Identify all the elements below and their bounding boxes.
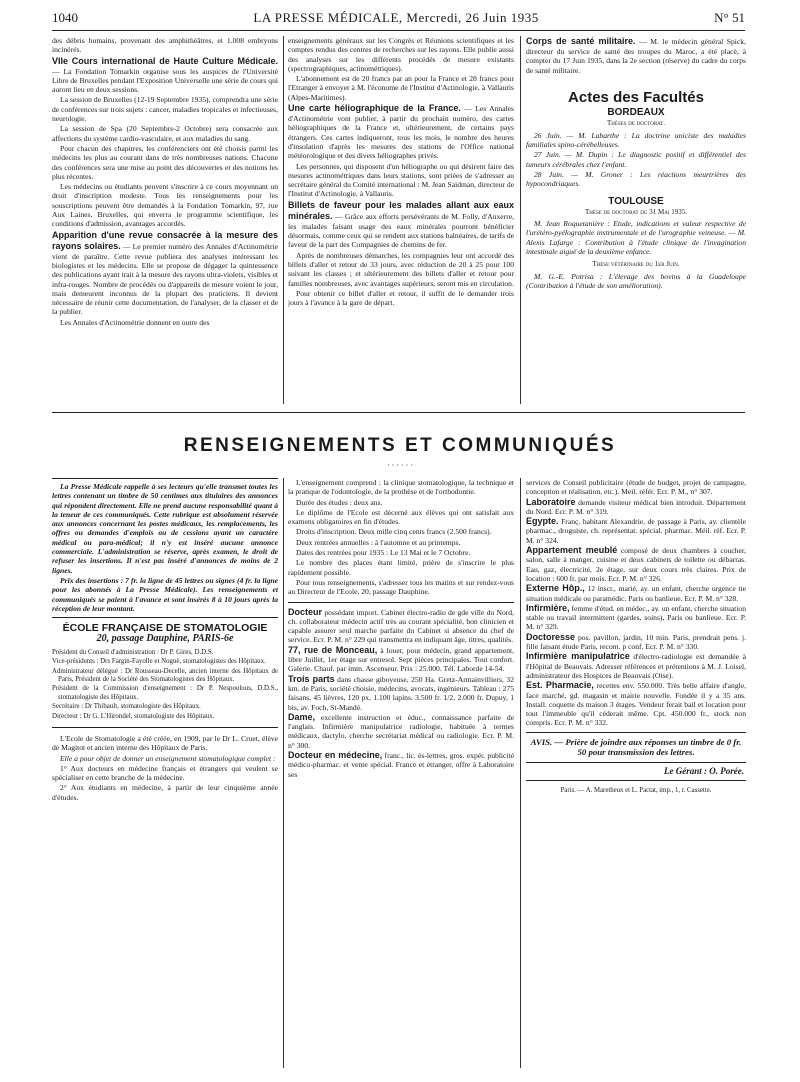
ad-heading: Infirmière manipulatrice [526, 651, 630, 662]
column-1-bottom [52, 478, 278, 1068]
classified-ad [288, 646, 514, 674]
ecole-history: L'Ecole de Stomatologie a été créée, en 1909, par le Dr L. Cruet, élève de Magitot et ancien interne des Hôpitaux de Paris. [52, 734, 278, 753]
column-divider [520, 36, 521, 404]
ecole-point-1: 1° Aux docteurs en médecine français et étrangers qui veulent se spécialiser en cette branche de la médecine. [52, 763, 278, 783]
corps-heading: Corps de santé militaire. [526, 36, 636, 46]
col2-paragraph: Après de nombreuses démarches, les compagnies leur ont accordé des billets d'aller et retour de 33 jours, avec réduction de 20 à 25 pour 100 suivant les classes ; et ultérieurement des billets d'aller et retour pour familles nombreuses, avec avantages supérieurs, seront mis en circulation. [288, 250, 514, 288]
staff-item: Administrateur délégué : Dr Rousseau-Decelle, ancien interne des Hôpitaux de Paris, Président de la Société des Stomatologistes des Hôpitaux. [52, 667, 278, 683]
col2-article [288, 200, 514, 250]
notice-text: La Presse Médicale rappelle à ses lecteurs qu'elle transmet toutes les lettres contenant un timbre de 50 centimes aux titulaires des annonces qui répondent directement. Elle ne prend aucune responsabilité quant à la teneur de ces communiqués. Cette rubrique est absolument réservée aux annonces concernant les postes médicaux, les remplacements, les offres ou demandes d'emplois ou de cessions ayant un caractère médical ou para-médical; il n'y est inséré aucune annonce commerciale. L'administration se réserve, après examen, le droit de refuser les insertions. Il n'est pas inséré d'annonces de moins de 2 lignes. [52, 482, 278, 575]
ecole-detail: Durée des études : deux ans. [296, 497, 383, 507]
ad-heading: Trois parts [288, 673, 335, 684]
classified-ad [526, 498, 746, 517]
col2-paragraph: Les personnes, qui disposent d'un héliographe ou qui désirent faire des mesures actinométriques dans leurs stations, sont priées de s'adresser au secrétaire général du Comité international : M. Jean Saidman, directeur de l'Institut d'Actinologie, à Vallauris. [288, 161, 514, 199]
bordeaux-heading: BORDEAUX [607, 107, 665, 119]
classified-ad [526, 681, 746, 727]
vet-subheading: Thèse vétérinaire du 1er Juin. [592, 260, 680, 269]
notice-box [52, 478, 278, 618]
classified-ad [526, 604, 746, 632]
toulouse-subheading: Thèse de doctorat du 31 Mai 1935. [585, 207, 687, 216]
ad-text: demande visiteur médical bien introduit. Département du Nord. Ecr. P. M. n° 319. [526, 497, 746, 516]
staff-item: Président du Conseil d'administration : Dr P. Gires, D.D.S. [52, 648, 214, 656]
thesis-item: 28 Juin. — M. Groner : Les réactions meurtrières des hypocondriaques. [526, 169, 746, 189]
ecole-detail: Dates des rentrées pour 1935 : Le 13 Mai et le 7 Octobre. [296, 548, 471, 558]
ad-text: pos. pavillon, jardin, 10 min. Paris, prendrait pens. j. fille faisant étude Paris, recom. p conf. Ecr. P. M. n° 330. [526, 632, 746, 652]
ad-heading: 77, rue de Monceau, [288, 644, 378, 655]
corps-text: — M. le médecin général Spick, directeur du service de santé des troupes du Maroc, a été placé, à compter du 17 Juin 1935, dans la 2e section (réserve) du cadre du corps de santé militaire. [526, 37, 746, 75]
staff-list [52, 649, 278, 721]
col1-paragraph: La session de Spa (20 Septembre-2 Octobre) sera consacrée aux affections du système cardio-vasculaire, et aux maladies du sang. [52, 124, 278, 143]
ad-text: d'électro-radiologie est demandée à l'Hôpital de Beauvais. Adresser références et prétentions à M. J. Loisel, administrateur des Hospices de Beauvais (Oise). [526, 652, 746, 680]
ad-heading: Egypte. [526, 516, 559, 527]
ecole-address: 20, passage Dauphine, PARIS-6e [96, 633, 234, 645]
col1-text: — La Fondation Tomarkin organise sous les auspices de l'Université Libre de Bruxelles pendant l'Exposition Universelle une série de cours qui auront lieu en deux sessions. [52, 66, 278, 95]
column-3-top [526, 36, 746, 404]
ads-list [526, 498, 746, 728]
ad-text: excellente instruction et éduc., connaissance parfaite de l'anglais. Infirmière manipulatrice radiologie, habituée à termes médicaux, dactylo, cherche secrétariat médical ou radiologie. Ecr. P. M. n° 300. [288, 712, 514, 750]
classified-ad [526, 517, 746, 545]
staff-item: Secrétaire : Dr Thibault, stomatologiste des Hôpitaux. [52, 703, 201, 711]
col1-paragraph: des débris humains, provenant des amphithéâtres, et 1.008 embryons incinérés. [52, 36, 278, 55]
ad-heading: Externe Hôp., [526, 583, 585, 594]
ecole-detail: Droits d'inscription. Deux mille cinq cents francs (2.500 francs). [296, 527, 492, 537]
staff-item: Président de la Commission d'enseignement : Dr P. Nespoulous, D.D.S., stomatologiste des Hôpitaux. [52, 685, 278, 701]
col2-text: — Les Annales d'Actinométrie vont publier, à partir du prochain numéro, des cartes héliographiques de la France et, ultérieurement, de certains pays étrangers. Ces cartes indiqueront, tous les mois, le nombre des heures d'insolation d'après les mesures des stations de l'Office national météorologique et des divers héliographes privés. [288, 104, 514, 161]
classified-ad [526, 584, 746, 603]
ad-text: Franç. habitant Alexandrie, de passage à Paris, ay. clientèle pharmac., droguiste, ch. représentat. spécial. pharmac. Méil. réf. Ecr. P. M. n° 324. [526, 517, 746, 545]
column-3-bottom [526, 478, 746, 1068]
actes-title: Actes des Facultés [568, 88, 704, 106]
col1-heading: VIIe Cours international de Haute Culture Médicale. [52, 55, 278, 66]
avis-notice: AVIS. — Prière de joindre aux réponses un timbre de 0 fr. 50 pour transmission des lettres. [526, 732, 746, 757]
col2-paragraph: enseignements généraux sur les Congrès et Réunions scientifiques et les comptes rendus des centres de recherches sur les rayons. Elle publie aussi des analyses sur les différents procédés de mesure existants (spectrographiques, actinométriques). [288, 36, 514, 73]
ad-text: femme d'étud. en médec., ay. un enfant, cherche situation stable ou travail intermittent (gardes, soins), Paris ou banlieue. Ecr. P. M. n° 329. [526, 603, 746, 632]
page-header [52, 10, 745, 31]
ecole-details [288, 478, 514, 597]
column-2-top [288, 36, 514, 404]
section-title: RENSEIGNEMENTS ET COMMUNIQUÉS [183, 435, 617, 456]
ad-text: possédant import. Cabinet électro-radio de gde ville du Nord, ch. collaborateur médecin actif très au courant spécialité, bon clinicien et capable assurer seul marche parfaite du Cabinet si absence du chef de service. Ecr. P. M. n° 229 qui transmettra en indiquant âge, titres, qualités. [288, 607, 514, 645]
ecole-detail: Le nombre des places étant limité, prière de s'inscrire le plus rapidement possible. [288, 558, 514, 577]
col2-paragraph: Pour obtenir ce billet d'aller et retour, il suffit de le demander trois jours à l'avance à la gare de départ. [288, 288, 514, 308]
page-title: LA PRESSE MÉDICALE, Mercredi, 26 Juin 1935 [253, 10, 539, 25]
ecole-detail: L'enseignement comprend : la clinique stomatologique, la technique et la pratique de l'odontologie, de la prothèse et de l'orthodontie. [288, 478, 514, 497]
ecole-title: ÉCOLE FRANÇAISE DE STOMATOLOGIE [62, 622, 268, 635]
ad-heading: Doctoresse [526, 631, 576, 642]
ecole-point-2: 2° Aux étudiants en médecine, à partir de leur cinquième année d'études. [52, 783, 278, 802]
classified-ad [288, 713, 514, 750]
ad-heading: Laboratoire [526, 496, 576, 507]
classified-ad [526, 546, 746, 583]
column-divider [283, 36, 284, 404]
col1-paragraph: Les médecins ou étudiants peuvent s'inscrire à ce cours moyennant un droit d'inscription modeste. Tous les renseignements pour les souscriptions peuvent être demandés à la Fondation Tomarkin, 97, rue Aux Laines, Bruxelles, qui enverra le programme scientifique, les conditions d'admission, avantages accordés. [52, 182, 278, 229]
ad-text: recettes env. 550.000. Très belle affaire d'angle, face marché, gd. magasin et mairie nouvelle. Fondée il y a 35 ans. Install. coquette ds maison 3 étages. Vendeur ferait bail et location pour tout l'immeuble qu'il céderait même. Cpt. 450.000 fr., stock non compris. Ecr. P. M. n° 332. [526, 681, 746, 728]
col1-article [52, 56, 278, 95]
toulouse-item: M. Jean Roquetanière : Etude, indications et valeur respective de l'urétéro-pyélographie instrumentale et de l'urographie veineuse. — M. Alexis Lafarge : Contribution à l'étude clinique de l'invagination intestinale aiguë de la deuxième enfance. [526, 219, 746, 257]
issue-number: N° 51 [714, 10, 745, 25]
thesis-item: 26 Juin. — M. Labarthe : La doctrine uniciste des maladies familiales spino-cérébelleuses. [526, 130, 746, 150]
toulouse-heading: TOULOUSE [608, 195, 664, 207]
col2-text: — Grâce aux efforts persévérants de M. Folly, d'Auxerre, les malades faisant usage des eaux minérales pourront bénéficier désormais, comme ceux qui se rendent aux stations balnéaires, de tarifs de faveur de la part des Compagnies de chemins de fer. [288, 211, 514, 250]
column-divider [520, 478, 521, 1068]
classified-ad [526, 652, 746, 680]
ad-text: franc., lic. ès-lettres, gros. expér. publicité médico-pharmac. et vente spécial. France et étranger, offre à Laboratoire ses [288, 751, 514, 779]
col2-heading: Une carte héliographique de la France. [288, 103, 461, 114]
ad-continuation: services de Conseil publicitaire (étude de budget, projet de campagne, conception et réalisation, etc.). Meil. référ. Ecr. P. M., n° 307. [526, 478, 746, 497]
col1-paragraph: Pour chacun des chapitres, les conférenciers ont été choisis parmi les médecins les plus au courant dans de très nombreuses nations. Chacune des conférences sera une mise au point des découvertes et des notions les plus récentes. [52, 143, 278, 181]
ads-list [288, 608, 514, 779]
ad-text: 12 inscr., marié, ay. un enfant, cherche urgence tte situation médicale ou paramédic. Paris ou banlieue. Ecr. P. M. n° 328. [526, 584, 746, 603]
staff-item: Vice-présidents : Drs Fargin-Fayolle et Noguè, stomatologistes des Hôpitaux. [52, 658, 266, 666]
col2-article [288, 103, 514, 160]
ad-heading: Dame, [288, 711, 316, 722]
staff-item: Directeur : Dr G. L'Hirondel, stomatologiste des Hôpitaux. [52, 712, 215, 720]
ornament: · · · · · · [387, 461, 413, 470]
page-number: 1040 [52, 10, 78, 25]
gerant-line: Le Gérant : O. Porée. [526, 762, 746, 781]
ecole-detail: Pour tous renseignements, s'adresser tous les matins et sur rendez-vous au Directeur de l'Ecole, 20, passage Dauphine. [288, 577, 514, 597]
col1-text: — Le premier numéro des Annales d'Actinométrie vient de paraître. Cette revue publiera des analyses intéressant les biologistes et les médecins. Elle se propose de dégager la quintessence des publications ayant trait à la mesure des rayons ultra-violets, visibles et infra-rouges. Nombre de procédés ou d'appareils de mesure voient le jour, mais demeurent inconnus de la plupart des praticiens. Il devient nécessaire de réunir cette documentation, de l'analyser, de la classer et de la publier. [52, 241, 278, 317]
bordeaux-list [526, 131, 746, 189]
vet-item: M. G.-E. Potrisa : L'élevage des bovins à la Guadeloupe (Contribution à l'étude de son amélioration). [526, 271, 746, 290]
ad-heading: Docteur en médecine, [288, 750, 383, 761]
col2-paragraph: L'abonnement est de 20 francs par an pour la France et 28 francs pour l'Etranger à envoyer à M. l'économe de l'Institut d'Actinologie, à Vallauris (Alpes-Maritimes). [288, 74, 514, 102]
classified-ad [288, 751, 514, 779]
ad-heading: Docteur [288, 606, 323, 617]
col1-article [52, 230, 278, 317]
col1-paragraph: La session de Bruxelles (12-19 Septembre 1935), comprendra une série de conférences sur trois sujets : cancer, maladies tropicales et infectieuses, neurologie. [52, 95, 278, 124]
classified-ad [526, 633, 746, 652]
column-1-top [52, 36, 278, 404]
thesis-item: 27 Juin. — M. Dupin : Le diagnostic positif et différentiel des tumeurs cérébrales chez l'enfant. [526, 150, 746, 169]
column-2-bottom [288, 478, 514, 1068]
ecole-objective: Elle a pour objet de donner un enseignement stomatologique complet : [60, 753, 276, 763]
ecole-detail: Deux rentrées annuelles : à l'automne et au printemps. [296, 537, 461, 547]
column-divider [283, 478, 284, 1068]
ad-text: composé de deux chambres à coucher, salon, salle à manger, cuisine et deux cabinets de toilette ou débarras. Eau, gaz, électricité, 2e étage, sur deux cours très claires. Prix de location : 600 fr. par mois. Ecr. P. M. n° 326. [526, 546, 746, 583]
classified-ad [288, 608, 514, 645]
ecole-detail: Le diplôme de l'Ecole est décerné aux élèves qui ont satisfait aux examens obligatoires en fin d'études. [288, 507, 514, 527]
classified-ad [288, 675, 514, 712]
ad-heading: Est. Pharmacie, [526, 680, 594, 691]
bordeaux-subheading: Thèses de doctorat. [606, 119, 666, 128]
ad-text: à louer, pour médecin, grand appartement, libre Juillet, 1er étage sur entresol. Sept pièces principales. Tout confort. Galerie. Chauf. par imm. Ascenseur. Prix : 25.000. Tél. Laborde 14-54. [288, 645, 514, 674]
ad-heading: Infirmière, [526, 602, 570, 613]
col1-paragraph: Les Annales d'Actinométrie donnent en outre des [60, 317, 210, 327]
ad-text: dans chasse giboyeuse, 250 Ha. Gretz-Armainvilliers, 32 km. de Paris, société choisie, médecins, avocats, ingénieurs. Tableau : 275 faisans, 45 lièvres, 120 px, 1.100 lapins. 3.500 fr. 1/2, 2.000 fr. Dupuy, 1 bis, av. Foch, St-Mandé. [288, 674, 514, 712]
ad-heading: Appartement meublé [526, 545, 618, 556]
col2-heading: Billets de faveur pour les malades allant aux eaux minérales. [288, 199, 514, 221]
col1-heading: Apparition d'une revue consacrée à la mesure des rayons solaires. [52, 229, 278, 251]
section-rule [52, 412, 745, 413]
prices-text: Prix des insertions : 7 fr. la ligne de 45 lettres ou signes (4 fr. la ligne pour les abonnés à La Presse Médicale). Les renseignements et communiqués se paient à l'avance et sont insérés 8 à 10 jours après la réception de leur montant. [52, 575, 278, 613]
imprint: Paris. — A. Maretheux et L. Pactat, imp., 1, r. Cassette. [560, 787, 712, 795]
